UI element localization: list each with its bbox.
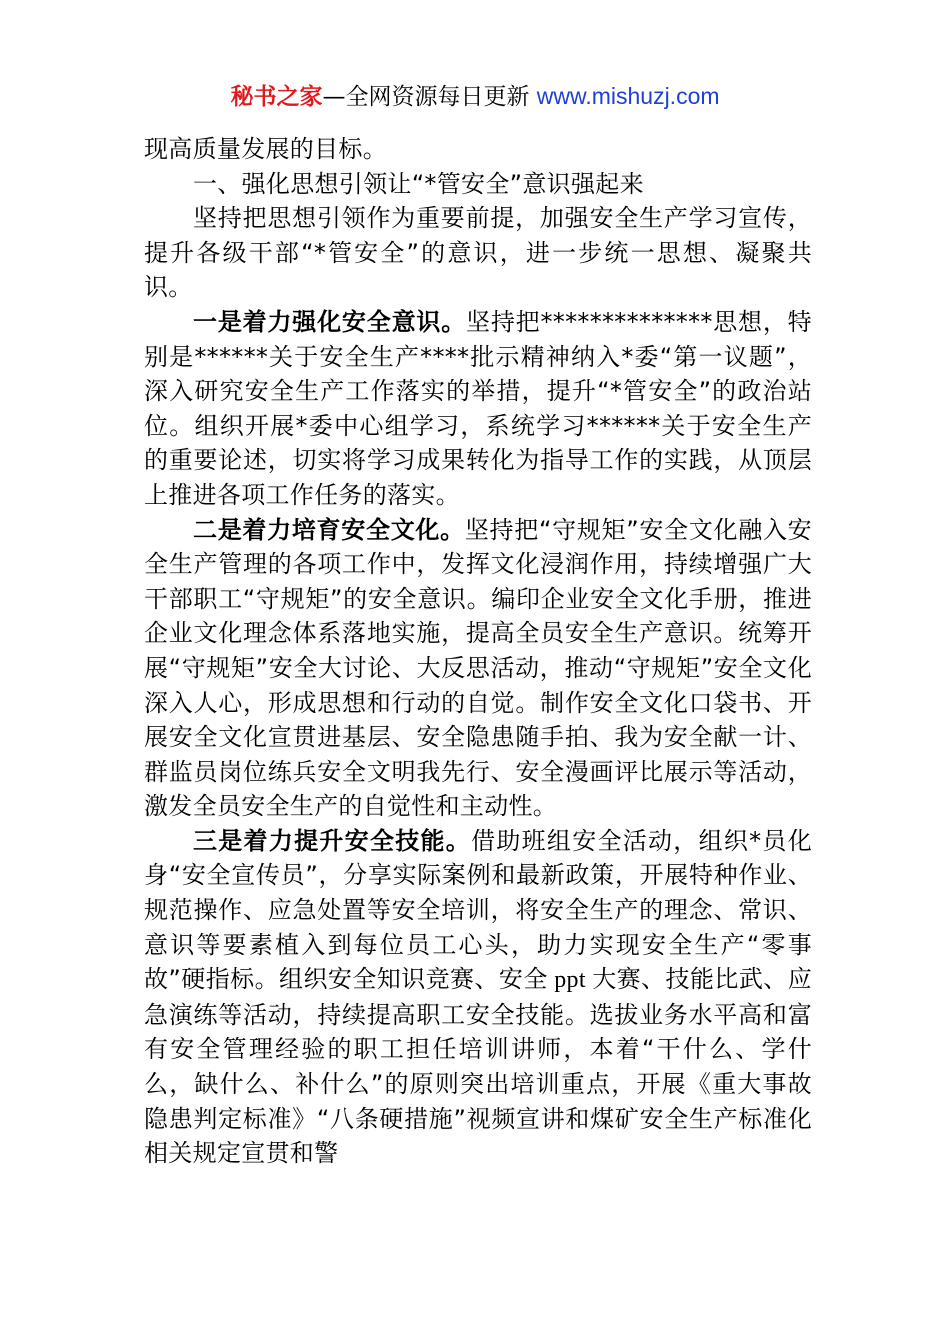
paragraph-continuation: 现高质量发展的目标。: [144, 135, 387, 163]
document-body: [144, 132, 812, 1171]
paragraph-text: 坚持把**************思想，特别是******关于安全生产****批示精神纳入*委“第一议题”，深入研究安全生产工作落实的举措，提升“*管安全”的政治站位。组织开展*委中心组学习，系统学习******关于安全生产的重要论述，切实将学习成果转化为指导工作的实践，从顶层上推进各项工作任务的落实。: [144, 307, 812, 509]
paragraph-lead: 三是着力提升安全技能。: [193, 826, 472, 855]
site-tagline: —全网资源每日更新: [322, 84, 537, 110]
paragraph-text: 借助班组安全活动，组织*员化身“安全宣传员”，分享实际案例和最新政策，开展特种作业、规范操作、应急处置等安全培训，将安全生产的理念、常识、意识等要素植入到每位员工心头，助力实现安全生产“零事故”硬指标。组织安全知识竞赛、安全: [144, 826, 812, 994]
paragraph-safety-culture: [144, 513, 812, 824]
paragraph-text: 坚持把“守规矩”安全文化融入安全生产管理的各项工作中，发挥文化浸润作用，持续增强广大干部职工“守规矩”的安全意识。编印企业安全文化手册，推进企业文化理念体系落地实施，提高全员安全生产意识。统筹开展“守规矩”安全大讨论、大反思活动，推动“守规矩”安全文化深入人心，形成思想和行动的自觉。制作安全文化口袋书、开展安全文化宣贯进基层、安全隐患随手拍、我为安全献一计、群监员岗位练兵安全文明我先行、安全漫画评比展示等活动，激发全员安全生产的自觉性和主动性。: [144, 515, 812, 821]
paragraph-lead: 一是着力强化安全意识。: [193, 307, 467, 336]
site-brand: 秘书之家: [230, 84, 323, 110]
paragraph-text: 大赛、技能比武、应急演练等活动，持续提高职工安全技能。选拔业务水平高和富有安全管理经验的职工担任培训讲师，本着“干什么、学什么，缺什么、补什么”的原则突出培训重点，开展《重大事故隐患判定标准》“八条硬措施”视频宣讲和煤矿安全生产标准化相关规定宣贯和警: [144, 965, 812, 1168]
paragraph-safety-awareness: [144, 305, 812, 513]
paragraph-intro: 坚持把思想引领作为重要前提，加强安全生产学习宣传，提升各级干部“*管安全”的意识，进一步统一思想、凝聚共识。: [144, 204, 812, 302]
paragraph-safety-skills: [144, 824, 812, 1171]
section-heading: 一、强化思想引领让“*管安全”意识强起来: [193, 169, 644, 198]
site-url-link[interactable]: www.mishuzj.com: [536, 83, 720, 109]
site-header: [0, 80, 950, 113]
paragraph-lead: 二是着力培育安全文化。: [193, 515, 465, 544]
paragraph-text-latin: ppt: [547, 967, 593, 994]
